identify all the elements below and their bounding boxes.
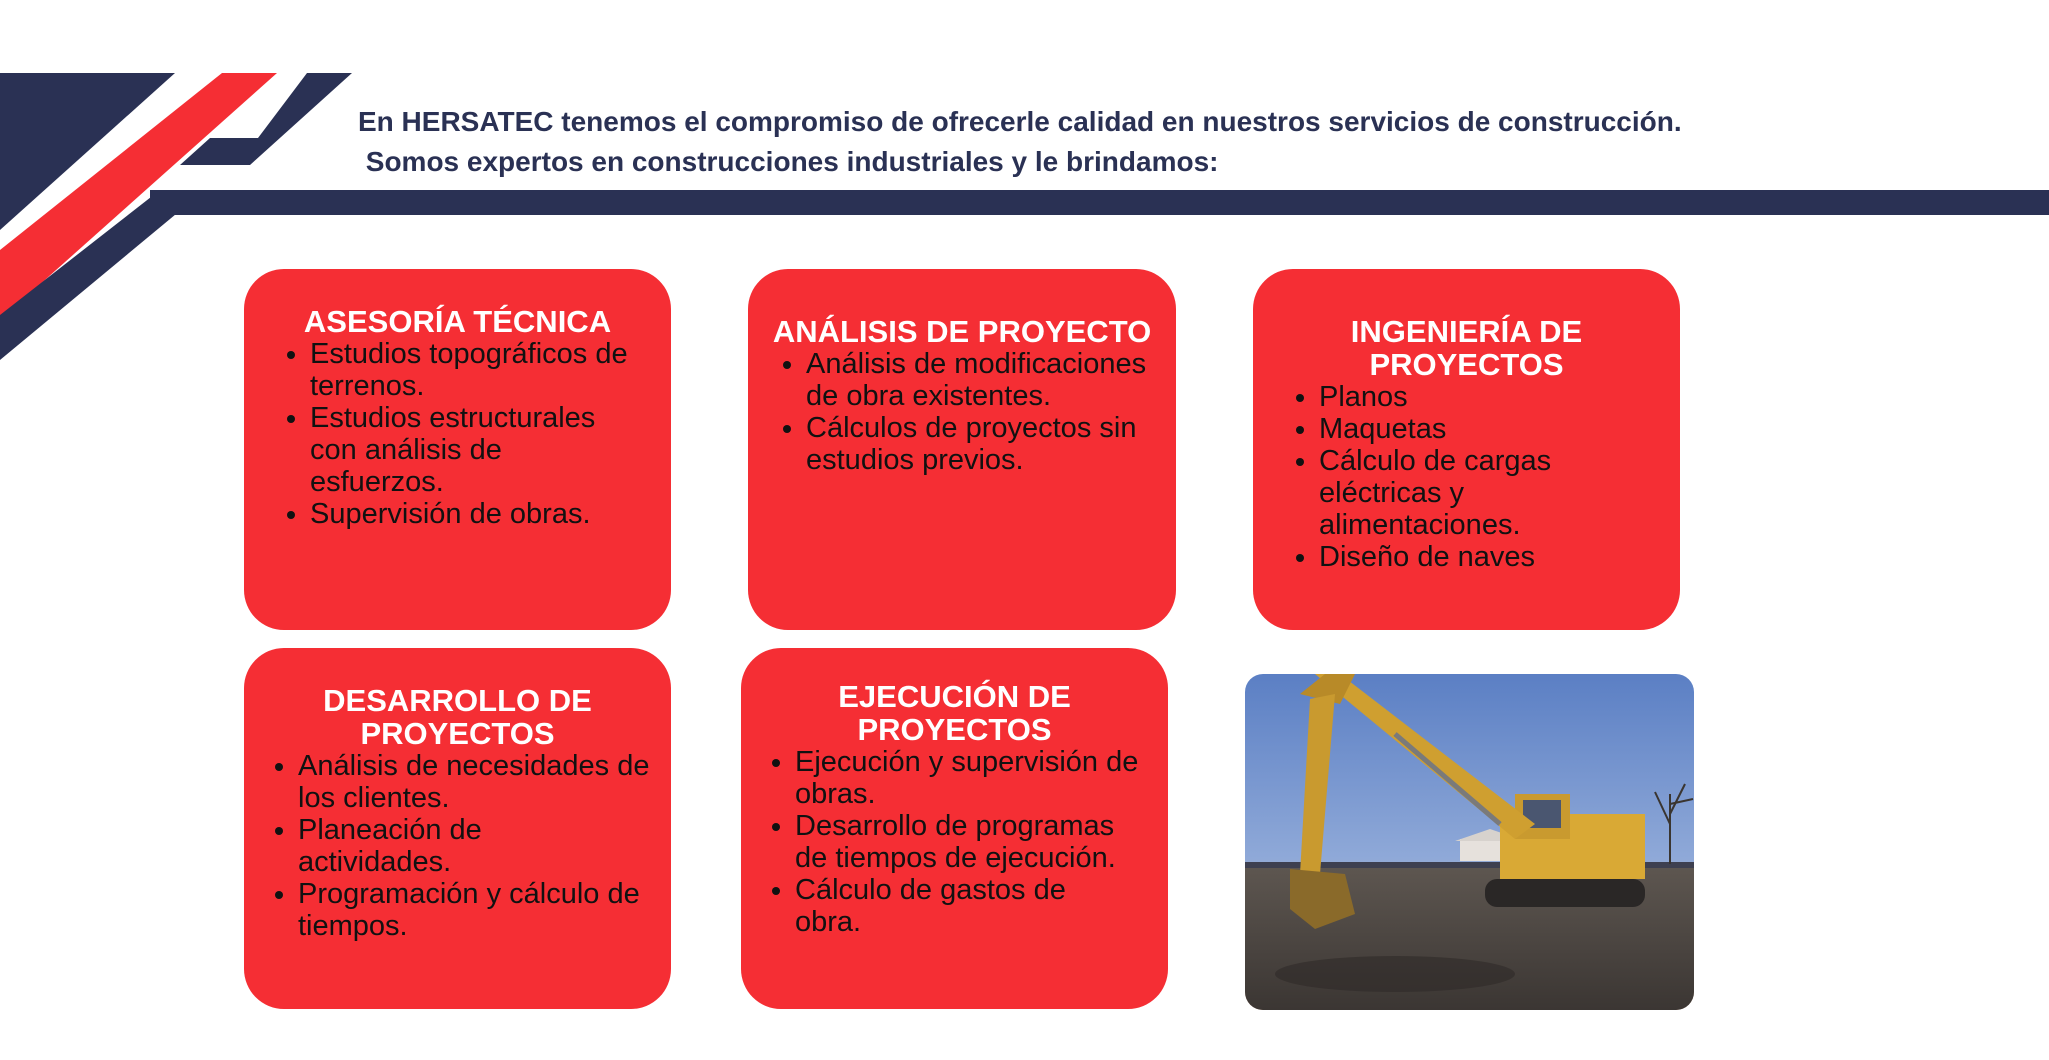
card-list xyxy=(759,746,1150,938)
list-item: • Ejecución y supervisión de obras. xyxy=(795,746,1150,810)
list-item: • Estudios topográficos de terrenos. xyxy=(310,338,641,402)
list-item: • Cálculos de proyectos sin estudios previos. xyxy=(806,412,1154,476)
service-card-asesoria-tecnica xyxy=(244,269,671,630)
service-card-desarrollo-de-proyectos xyxy=(244,648,671,1009)
list-item: • Programación y cálculo de tiempos. xyxy=(298,878,653,942)
service-card-analisis-de-proyecto xyxy=(748,269,1176,630)
excavator-photo xyxy=(1245,674,1694,1010)
list-item: • Cálculo de cargas eléctricas y alimentaciones. xyxy=(1319,445,1650,541)
list-item: • Estudios estructurales con análisis de esfuerzos. xyxy=(310,402,641,498)
card-title: DESARROLLO DE PROYECTOS xyxy=(323,683,592,751)
card-title: ASESORÍA TÉCNICA xyxy=(303,304,612,339)
list-item: • Desarrollo de programas de tiempos de ejecución. xyxy=(795,810,1150,874)
intro-text xyxy=(358,102,1918,182)
card-title: INGENIERÍA DE PROYECTOS xyxy=(1350,314,1583,382)
card-title: ANÁLISIS DE PROYECTO xyxy=(772,314,1152,349)
card-list xyxy=(262,750,653,942)
list-item: • Diseño de naves xyxy=(1319,541,1650,573)
intro-line-2: Somos expertos en construcciones industriales y le brindamos: xyxy=(358,146,1219,177)
list-item: • Cálculo de gastos de obra. xyxy=(795,874,1150,938)
list-item: • Planos xyxy=(1319,381,1650,413)
card-list xyxy=(274,338,641,530)
list-item: • Planeación de actividades. xyxy=(298,814,653,878)
service-card-ejecucion-de-proyectos xyxy=(741,648,1168,1009)
card-list xyxy=(770,348,1154,476)
list-item: • Análisis de modificaciones de obra existentes. xyxy=(806,348,1154,412)
list-item: • Supervisión de obras. xyxy=(310,498,641,530)
intro-line-1: En HERSATEC tenemos el compromiso de ofrecerle calidad en nuestros servicios de construcción. xyxy=(358,106,1682,137)
list-item: • Análisis de necesidades de los clientes. xyxy=(298,750,653,814)
list-item: • Maquetas xyxy=(1319,413,1650,445)
header-navy-band xyxy=(150,190,2049,215)
service-card-ingenieria-de-proyectos xyxy=(1253,269,1680,630)
excavator-illustration xyxy=(1245,674,1694,1010)
card-title: EJECUCIÓN DE PROYECTOS xyxy=(838,679,1071,747)
card-list xyxy=(1283,381,1650,573)
